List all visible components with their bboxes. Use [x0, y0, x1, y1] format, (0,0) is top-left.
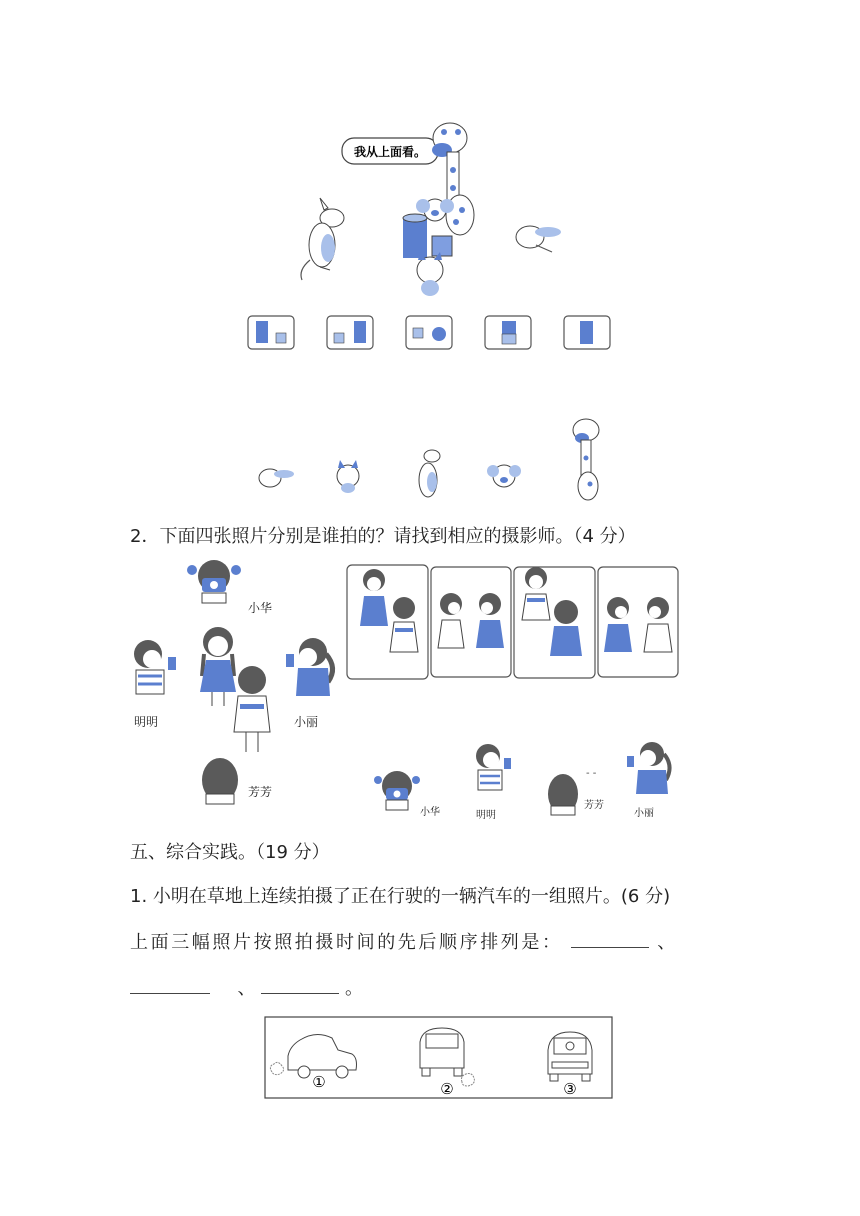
- photographer-xiaoli[interactable]: [627, 742, 670, 794]
- fangfang-figure: [202, 758, 238, 804]
- photographer-mingming[interactable]: [476, 744, 511, 790]
- photo-card-1[interactable]: [347, 565, 428, 679]
- photographers-row: [370, 738, 680, 824]
- view-card-2[interactable]: [327, 316, 373, 349]
- row-label-xiaoli: 小丽: [634, 808, 654, 819]
- view-card-3[interactable]: [406, 316, 452, 349]
- view-card-5[interactable]: [564, 316, 610, 349]
- photographer-xiaohua[interactable]: [374, 771, 420, 810]
- answer-blank-1[interactable]: [571, 933, 649, 948]
- row-label-xiaohua: 小华: [420, 807, 440, 818]
- center-girl-figure: [200, 627, 236, 706]
- photo-label-2: ②: [440, 1080, 454, 1098]
- objects-cylinder-cube: [403, 214, 452, 258]
- photo-card-3[interactable]: [514, 567, 595, 678]
- row-label-fangfang: 芳芳: [584, 800, 604, 811]
- label-xiaohua: 小华: [248, 601, 273, 615]
- end-mark: 。: [344, 978, 363, 999]
- row-label-mingming: 明明: [476, 810, 496, 821]
- photo-label-1: ①: [312, 1073, 326, 1091]
- photo-card-2[interactable]: [431, 567, 511, 677]
- dog-small-icon[interactable]: [259, 469, 294, 487]
- car-front-icon: [548, 1032, 592, 1081]
- cat-icon: [417, 252, 443, 296]
- order-line: [130, 928, 678, 954]
- speech-text: 我从上面看。: [353, 145, 427, 159]
- answer-blank-2[interactable]: [130, 979, 210, 994]
- xiaohua-figure: [187, 560, 241, 603]
- sep-1: 、: [657, 932, 678, 953]
- sep-2: 、: [237, 978, 256, 999]
- q2-photos-row: [346, 564, 680, 682]
- mingming-figure: [134, 640, 176, 694]
- label-mingming: 明明: [134, 715, 159, 729]
- koala-small-icon[interactable]: [487, 465, 521, 487]
- giraffe-small-icon[interactable]: [573, 419, 599, 500]
- cat-small-icon[interactable]: [337, 460, 359, 493]
- view-options-row: [246, 314, 616, 354]
- xiaoli-figure: [286, 638, 333, 696]
- girl-back-figure: [234, 666, 270, 752]
- dog-icon: [516, 226, 561, 252]
- kangaroo-icon: [301, 198, 344, 280]
- view-card-1[interactable]: [248, 316, 294, 349]
- label-fangfang: 芳芳: [248, 785, 273, 799]
- kangaroo-small-icon[interactable]: [419, 450, 440, 497]
- car-photos-strip: [264, 1016, 614, 1100]
- svg-text:- -: - -: [586, 768, 597, 779]
- q5-1-prompt: 1. 小明在草地上连续拍摄了正在行驶的一辆汽车的一组照片。(6 分): [130, 886, 671, 907]
- q2-scene: [128, 556, 343, 816]
- section5-heading: 五、综合实践。（19 分）: [130, 842, 330, 863]
- order-line-2: [130, 974, 363, 1000]
- photo-card-4[interactable]: [598, 567, 678, 677]
- label-xiaoli: 小丽: [294, 715, 319, 729]
- answer-blank-3[interactable]: [261, 979, 339, 994]
- view-card-4[interactable]: [485, 316, 531, 349]
- animals-view-illustration: [290, 110, 580, 300]
- q2-prompt: 2．下面四张照片分别是谁拍的？请找到相应的摄影师。（4 分）: [130, 526, 636, 547]
- order-text: 上面三幅照片按照拍摄时间的先后顺序排列是：: [130, 932, 563, 953]
- photo-label-3: ③: [563, 1080, 577, 1098]
- animal-row: [250, 410, 610, 506]
